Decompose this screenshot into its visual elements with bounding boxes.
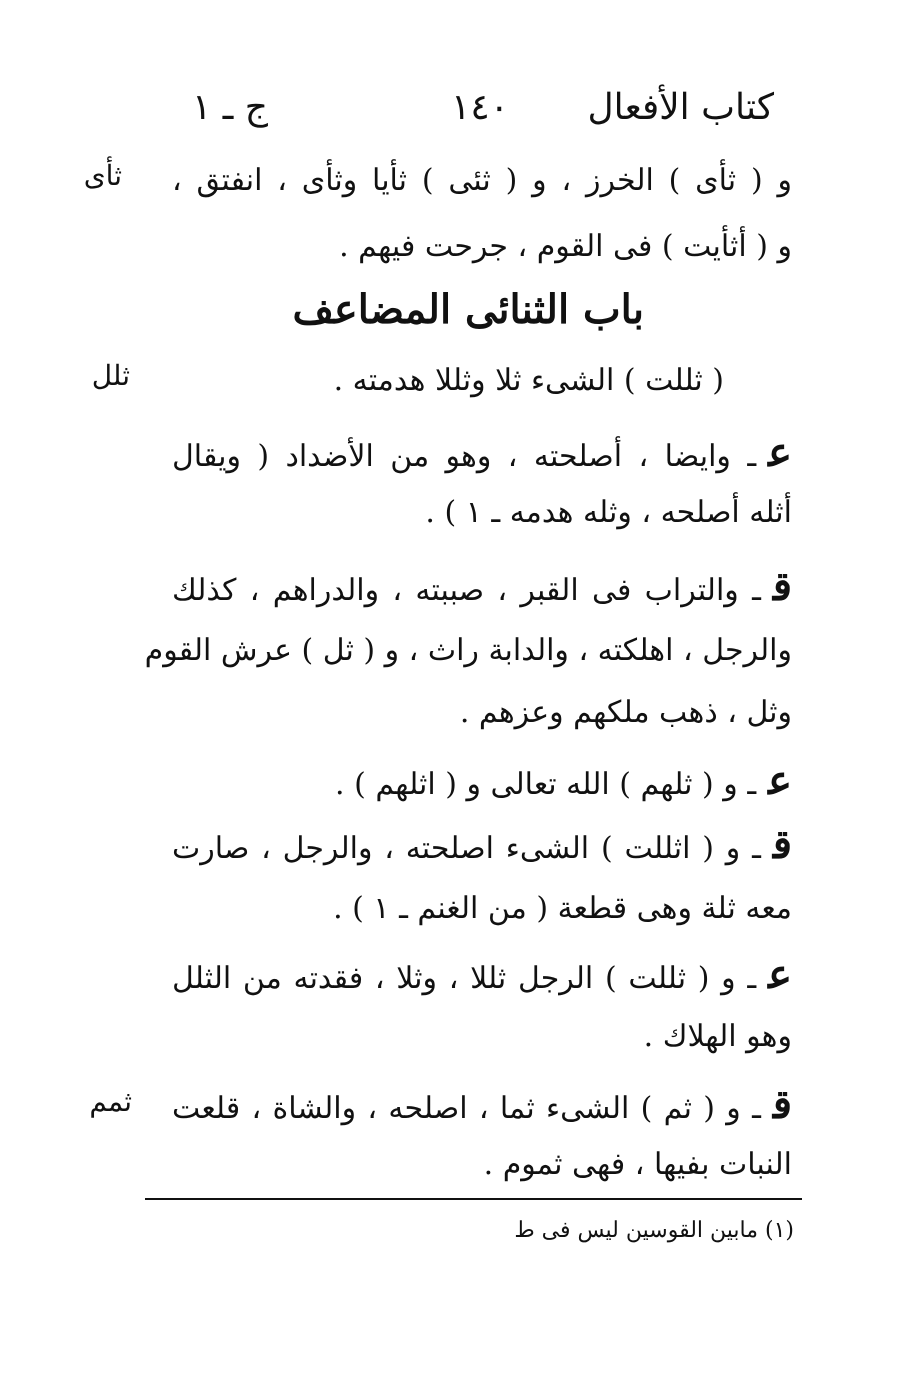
source-symbol: ق [772, 563, 792, 610]
line-text: وهو الهلاك . [643, 1019, 792, 1054]
line-text: ـ و ( ثلهم ) الله تعالى و ( اثلهم ) . [335, 767, 757, 802]
volume-label: ج ـ ١ [192, 87, 269, 128]
footnote-divider [145, 1198, 802, 1200]
line-text: النبات بفيها ، فهى ثموم . [483, 1147, 792, 1182]
text-line [172, 430, 792, 480]
line-text: أثله أصلحه ، وثله هدمه ـ ١ ) . [425, 495, 792, 530]
line-text: ـ وايضا ، أصلحته ، وهو من الأضداد ( ويقال [172, 439, 757, 474]
source-symbol: ع [768, 951, 792, 998]
line-text: ـ و ( ثللت ) الرجل ثللا ، وثلا ، فقدته من الثلل [172, 961, 757, 996]
footnote: (١) مابين القوسين ليس فى ط [514, 1218, 794, 1243]
text-line [172, 358, 724, 404]
text-line [172, 158, 792, 204]
line-text: ( ثللت ) الشىء ثلا وثللا هدمته . [333, 363, 724, 398]
text-line [172, 952, 792, 1002]
text-line [172, 1014, 792, 1060]
source-symbol: ع [768, 429, 792, 476]
chapter-title: باب الثنائى المضاعف [292, 286, 644, 333]
source-symbol: ع [768, 757, 792, 804]
page-number: ١٤٠ [450, 87, 509, 128]
source-symbol: ق [772, 821, 792, 868]
line-text: و ( أثأيت ) فى القوم ، جرحت فيهم . [339, 229, 792, 264]
text-line [172, 886, 792, 932]
line-text: ـ و ( ثم ) الشىء ثما ، اصلحه ، والشاة ، قلعت [172, 1091, 761, 1126]
text-line [172, 490, 792, 536]
margin-root-thamam: ثمم [89, 1085, 132, 1118]
line-text: وثل ، ذهب ملكهم وعزهم . [459, 695, 792, 730]
text-line [172, 690, 792, 736]
line-text: معه ثلة وهى قطعة ( من الغنم ـ ١ ) . [333, 891, 792, 926]
line-text: ـ و ( اثللت ) الشىء اصلحته ، والرجل ، صارت [172, 831, 761, 866]
running-header-title: كتاب الأفعال [587, 87, 774, 128]
line-text: والرجل ، اهلكته ، والدابة راث ، و ( ثل ) عرش القوم [144, 633, 792, 668]
source-symbol: ق [772, 1081, 792, 1128]
margin-root-thalal: ثلل [91, 359, 130, 392]
text-line [172, 1082, 792, 1132]
margin-root-thaay: ثأى [83, 159, 122, 192]
line-text: و ( ثأى ) الخرز ، و ( ثئى ) ثأيا وثأى ، انفتق ، [172, 163, 792, 198]
text-line [172, 224, 792, 270]
text-line [172, 822, 792, 872]
text-line [144, 628, 792, 674]
text-line [172, 564, 792, 614]
line-text: ـ والتراب فى القبر ، صببته ، والدراهم ، كذلك [172, 573, 761, 608]
text-line [172, 758, 792, 808]
text-line [172, 1142, 792, 1188]
